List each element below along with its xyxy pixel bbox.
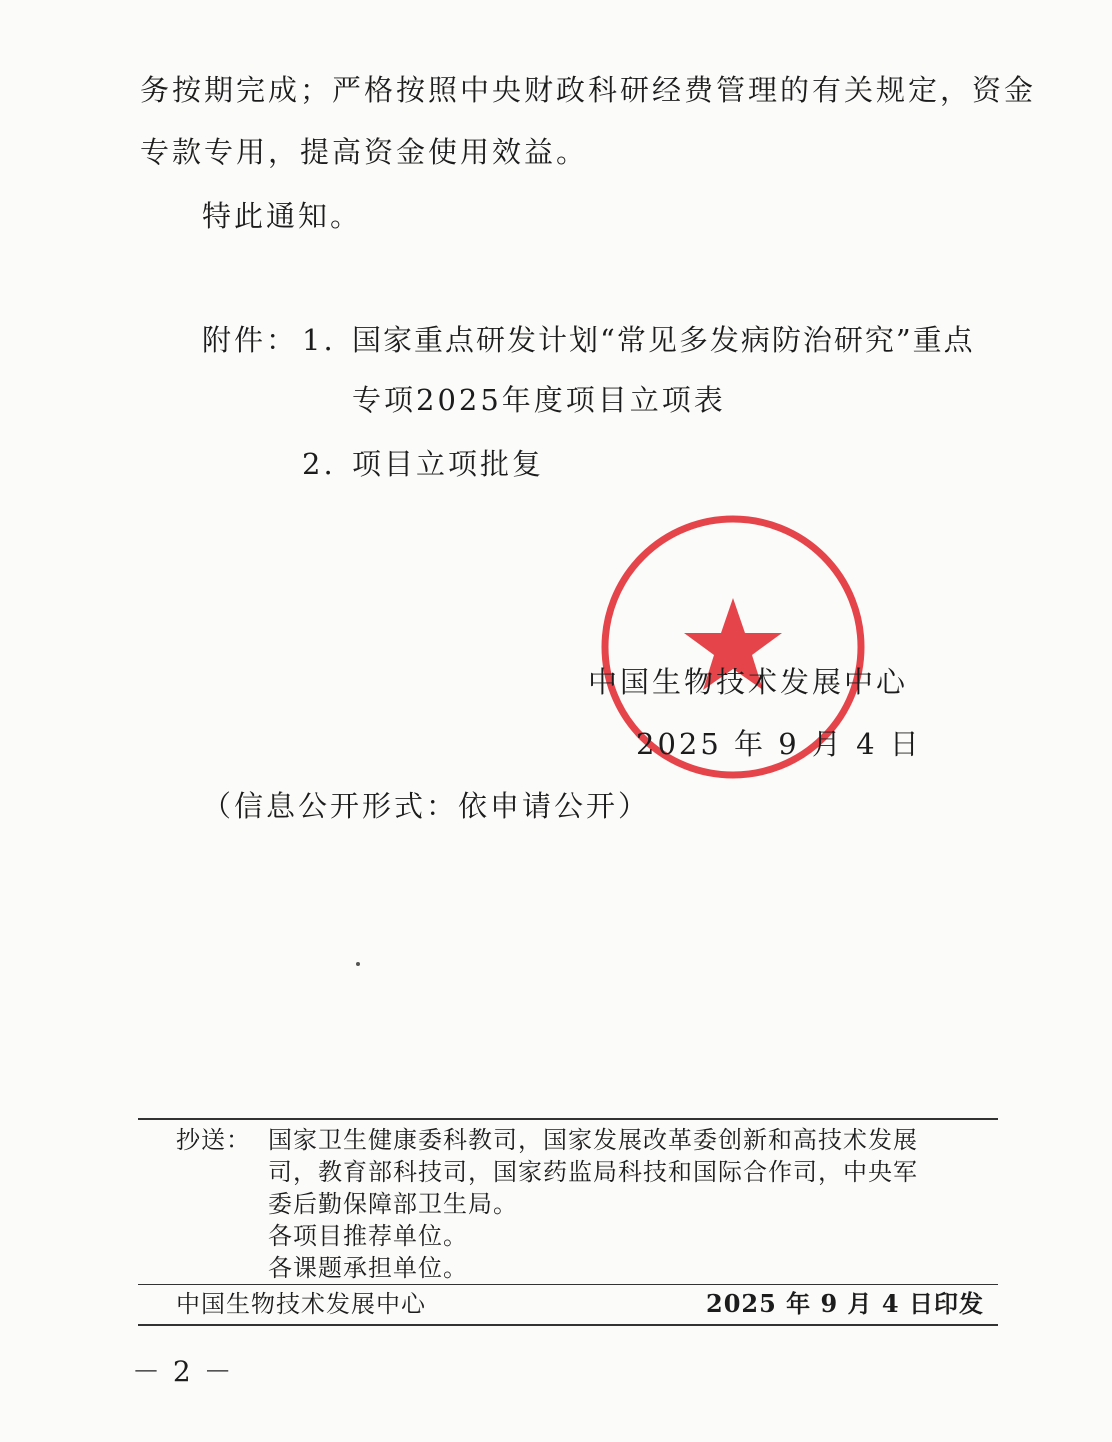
signature-org: 中国生物技术发展中心 <box>588 665 909 699</box>
body-line-1: 务按期完成；严格按照中央财政科研经费管理的有关规定，资金 <box>140 73 1037 107</box>
footer-org: 中国生物技术发展中心 <box>176 1290 426 1318</box>
footer-bottom-rule <box>138 1324 998 1326</box>
cc-line-1: 国家卫生健康委科教司，国家发展改革委创新和高技术发展 <box>268 1126 918 1154</box>
cc-bottom-rule <box>138 1284 998 1285</box>
page-number: － 2 － <box>132 1355 234 1388</box>
cc-label: 抄送： <box>176 1126 251 1154</box>
footer-print-date: 2025 年 9 月 4 日印发 <box>706 1289 984 1318</box>
attachment-2-line-1: 项目立项批复 <box>352 447 545 481</box>
attachment-2-number: 2. <box>302 447 336 481</box>
cc-top-rule <box>138 1118 998 1120</box>
attachment-1-line-2: 专项2025年度项目立项表 <box>352 383 726 417</box>
attachment-1-number: 1. <box>302 323 336 357</box>
notice-text: 特此通知。 <box>202 199 363 233</box>
cc-line-3: 委后勤保障部卫生局。 <box>268 1190 518 1218</box>
cc-line-5: 各课题承担单位。 <box>268 1254 468 1282</box>
attachments-label: 附件： <box>202 323 299 357</box>
cc-line-2: 司，教育部科技司，国家药监局科技和国际合作司，中央军 <box>268 1158 918 1186</box>
scan-speck <box>356 962 360 966</box>
cc-line-4: 各项目推荐单位。 <box>268 1222 468 1250</box>
body-line-2: 专款专用，提高资金使用效益。 <box>140 135 589 169</box>
attachment-1-line-1: 国家重点研发计划“常见多发病防治研究”重点 <box>352 323 975 357</box>
disclosure-note: （信息公开形式：依申请公开） <box>202 789 651 823</box>
signature-date: 2025 年 9 月 4 日 <box>636 727 922 761</box>
